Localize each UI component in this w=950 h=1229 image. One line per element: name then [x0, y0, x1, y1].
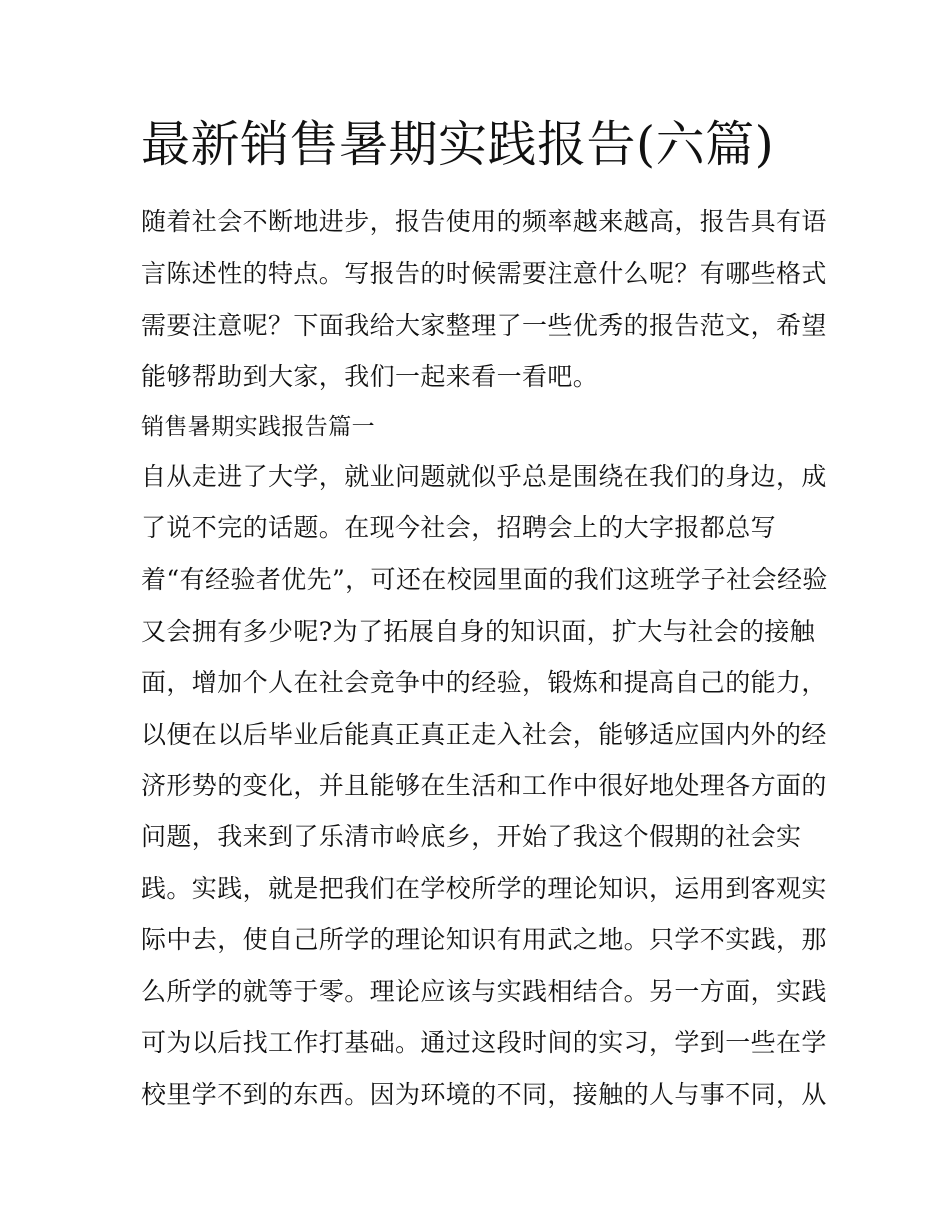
intro-line-2: 言陈述性的特点。写报告的时候需要注意什么呢？有哪些格式: [141, 259, 827, 288]
body-line-11: 么所学的就等于零。理论应该与实践相结合。另一方面，实践: [141, 977, 827, 1006]
intro-line-1: 随着社会不断地进步，报告使用的频率越来越高，报告具有语: [141, 207, 827, 236]
body-line-9: 践。实践，就是把我们在学校所学的理论知识，运用到客观实: [141, 874, 827, 903]
body-line-13: 校里学不到的东西。因为环境的不同，接触的人与事不同，从: [141, 1080, 827, 1109]
body-line-1: 自从走进了大学，就业问题就似乎总是围绕在我们的身边，成: [141, 462, 827, 491]
intro-line-4: 能够帮助到大家，我们一起来看一看吧。: [141, 362, 599, 391]
section-heading: 销售暑期实践报告篇一: [141, 414, 375, 440]
body-line-4: 又会拥有多少呢?为了拓展自身的知识面，扩大与社会的接触: [141, 617, 816, 646]
body-line-8: 问题，我来到了乐清市岭底乡，开始了我这个假期的社会实: [141, 822, 802, 851]
body-line-3: 着“有经验者优先”，可还在校园里面的我们这班学子社会经验: [141, 565, 828, 594]
body-line-2: 了说不完的话题。在现今社会，招聘会上的大字报都总写: [141, 513, 777, 542]
document-title: 最新销售暑期实践报告(六篇): [141, 116, 775, 173]
body-line-6: 以便在以后毕业后能真正真正走入社会，能够适应国内外的经: [141, 720, 827, 749]
body-line-10: 际中去，使自己所学的理论知识有用武之地。只学不实践，那: [141, 925, 827, 954]
body-line-5: 面，增加个人在社会竞争中的经验，锻炼和提高自己的能力，: [141, 668, 827, 697]
body-line-7: 济形势的变化，并且能够在生活和工作中很好地处理各方面的: [141, 771, 827, 800]
body-line-12: 可为以后找工作打基础。通过这段时间的实习，学到一些在学: [141, 1028, 827, 1057]
intro-line-3: 需要注意呢？下面我给大家整理了一些优秀的报告范文，希望: [141, 311, 827, 340]
